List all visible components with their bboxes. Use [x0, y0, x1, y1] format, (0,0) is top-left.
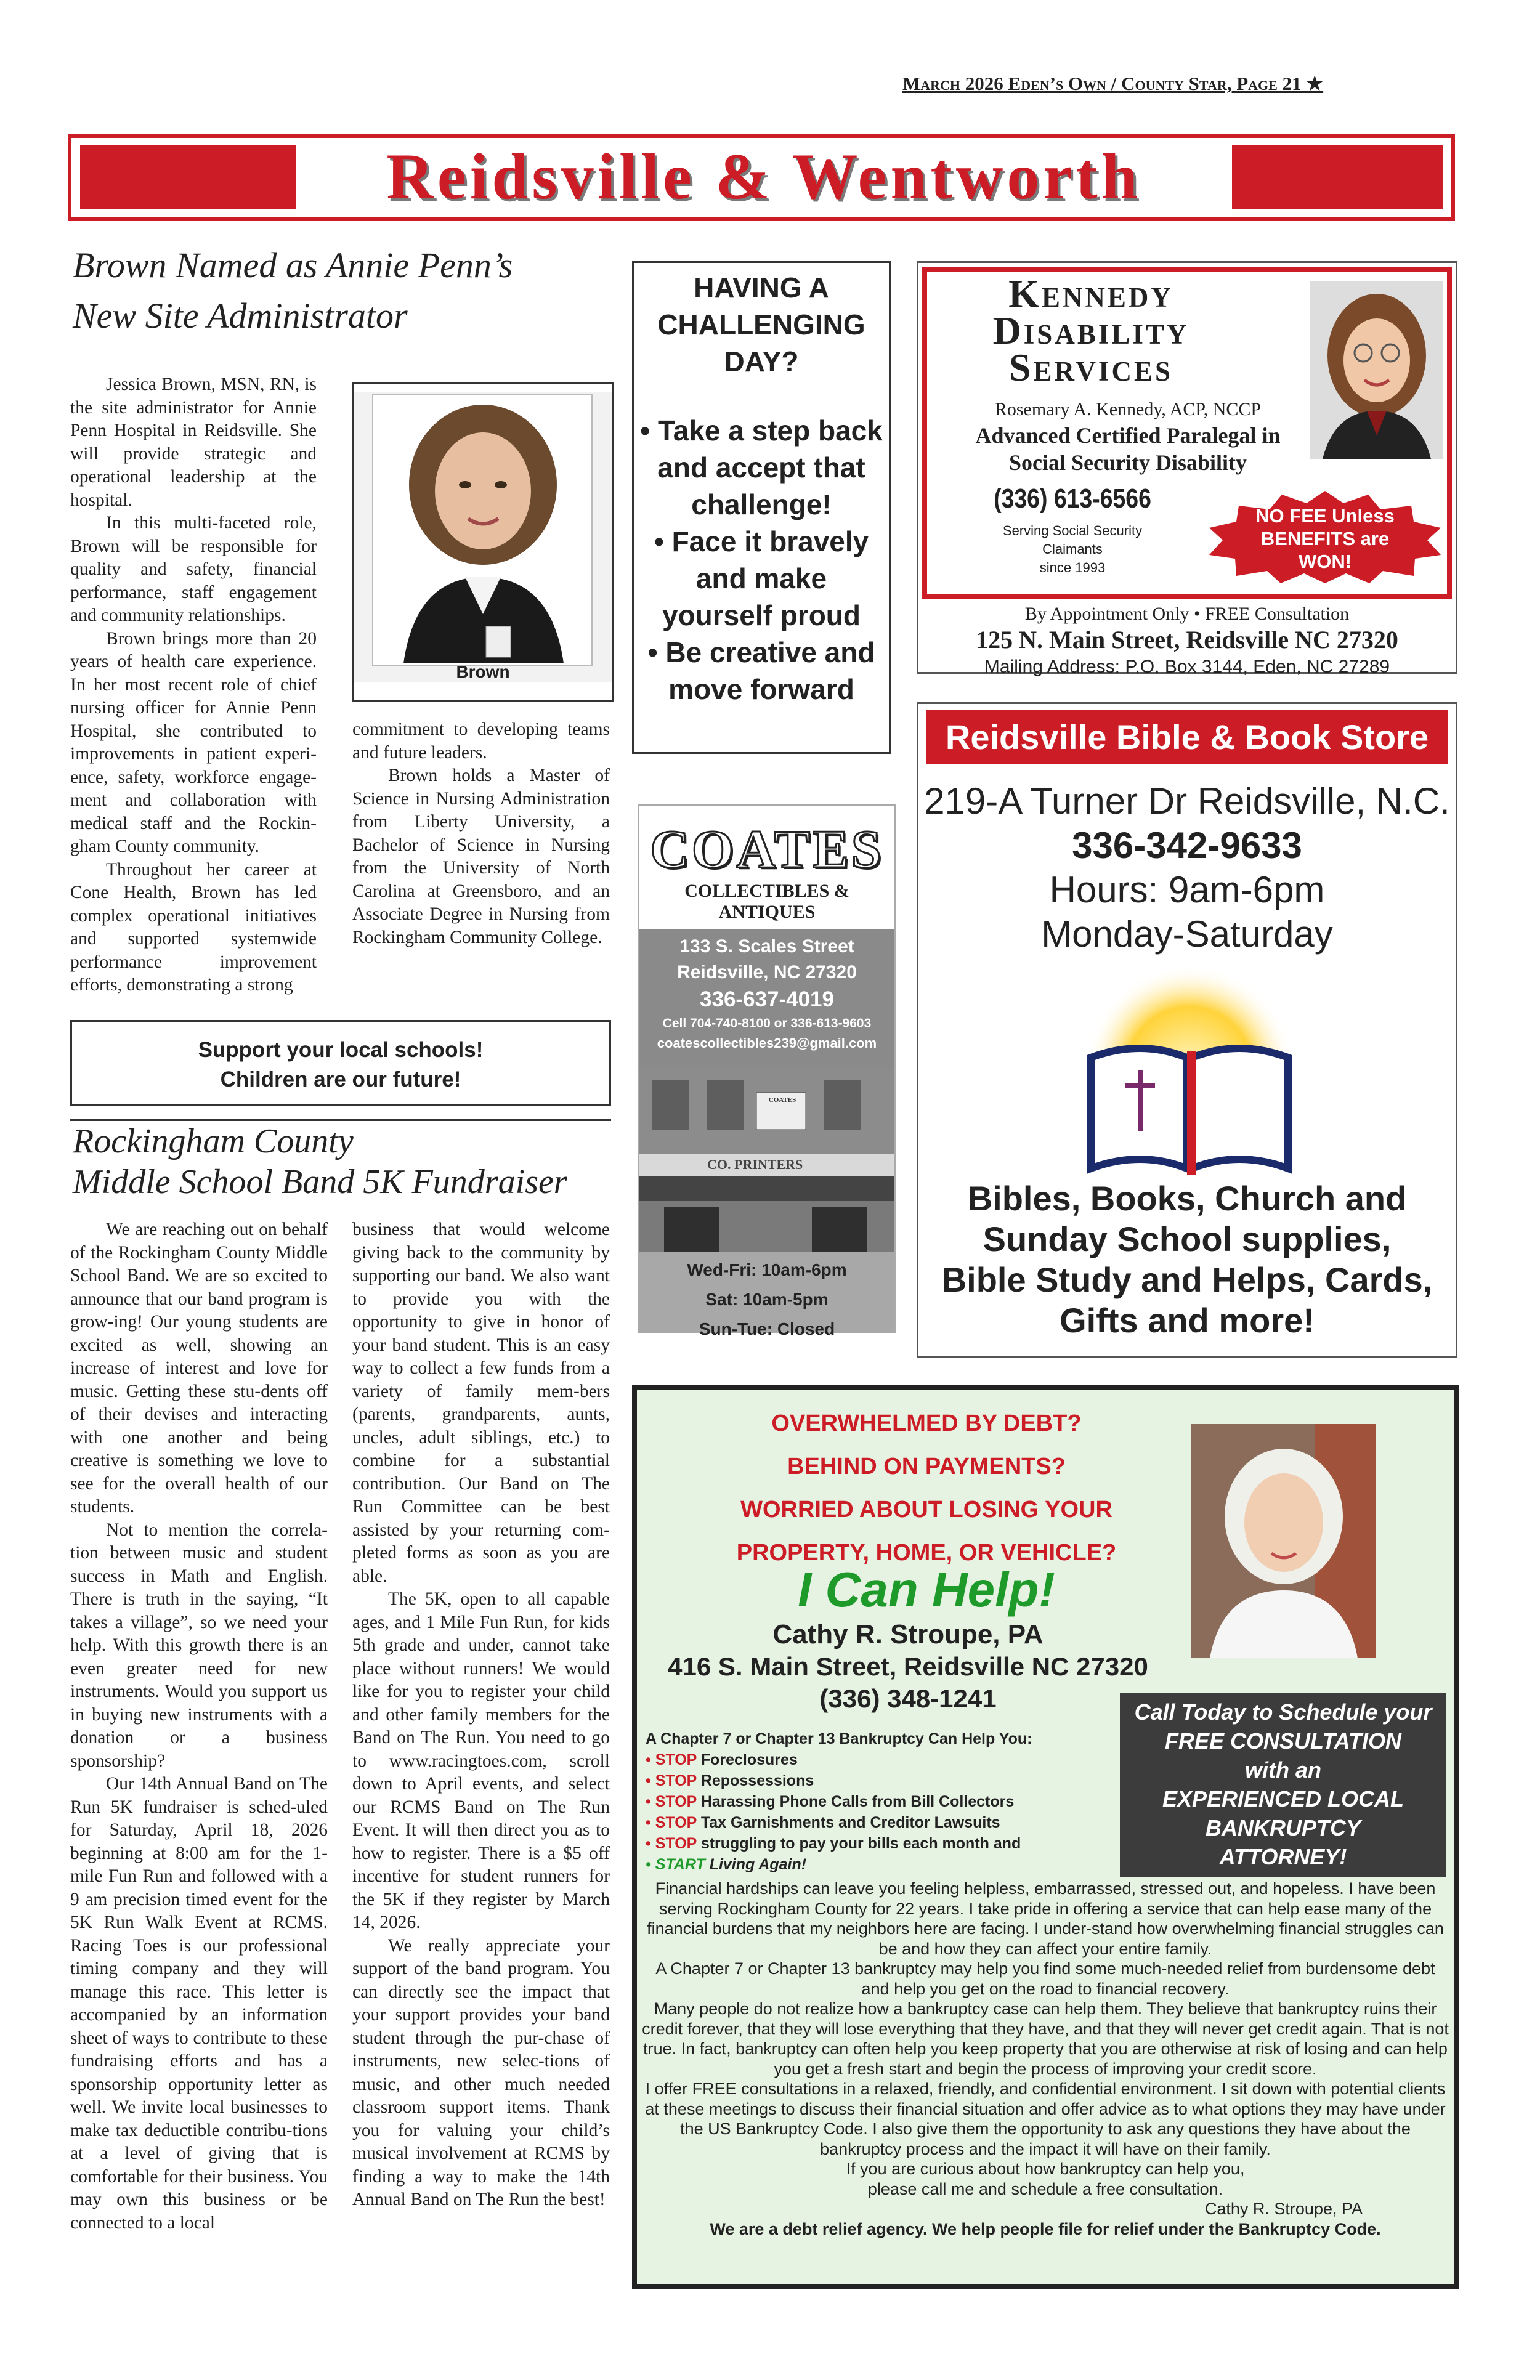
- cta-line: ATTORNEY!: [1219, 1844, 1347, 1869]
- free-consultation-callout: [1120, 1693, 1446, 1877]
- stroupe-name: Cathy R. Stroupe, PA: [772, 1619, 1044, 1649]
- challenge-title-line1: HAVING A: [694, 272, 829, 304]
- challenge-title-line3: DAY?: [724, 346, 799, 378]
- article1-headline-line2: New Site Administrator: [73, 296, 408, 336]
- brown-photo-caption: Brown: [456, 662, 510, 681]
- cta-line: Call Today to Schedule your: [1134, 1699, 1432, 1725]
- coates-storefront-photo: [639, 1068, 894, 1252]
- coates-hours-line: Sun-Tue: Closed: [699, 1319, 835, 1338]
- article2-paragraph: Not to mention the correla-tion between music and student success in Math and English. There is truth in the saying, “It takes a village”, so we need your help. With this growth there is an even greater need for new instruments. Would you support us in buying new instruments with a donation or a business sponsorship?: [70, 1520, 328, 1771]
- storefront-awning-text: CO. PRINTERS: [707, 1157, 803, 1172]
- brown-portrait: [354, 392, 612, 682]
- kennedy-logo-line2: Disability: [992, 309, 1189, 352]
- article2-column-left: [70, 1218, 328, 2235]
- no-fee-badge-text: [1220, 504, 1430, 573]
- bankruptcy-help-list: [646, 1728, 1120, 1875]
- challenge-item-text: Take a step back and accept that challenge!: [657, 415, 883, 520]
- kennedy-serving-line1: Serving Social Security: [1002, 523, 1143, 538]
- no-fee-line1: NO FEE Unless: [1255, 505, 1395, 527]
- kennedy-serving-line3: since 1993: [1039, 560, 1106, 575]
- cta-line: BANKRUPTCY: [1206, 1815, 1361, 1840]
- stroupe-phone: (336) 348-1241: [819, 1684, 997, 1713]
- stop-item: • STOP struggling to pay your bills each month and: [646, 1835, 1021, 1852]
- coates-phone: 336-637-4019: [700, 987, 834, 1011]
- stroupe-body-paragraph: Financial hardships can leave you feeling helpless, embarrassed, stressed out, and hopeless. I have been serving Rockingham County for 22 years. I take pride in offering a service that can help ease many of the financial burdens that my neighbors here are facing. I under-stand how overwhelming financial struggles can be and how they can affect your entire family.: [647, 1879, 1444, 1958]
- article1-headline-line1: Brown Named as Annie Penn’s: [73, 245, 513, 285]
- no-fee-line3: WON!: [1298, 551, 1352, 572]
- kennedy-title-line1: Advanced Certified Paralegal in: [975, 423, 1281, 448]
- stroupe-body-text: [642, 1879, 1449, 2239]
- cta-line: EXPERIENCED LOCAL: [1162, 1786, 1404, 1811]
- support-schools-box: [70, 1020, 611, 1106]
- support-schools-line1: Support your local schools!: [198, 1038, 484, 1062]
- stroupe-bankruptcy-ad: [632, 1385, 1459, 2289]
- no-fee-line2: BENEFITS are: [1260, 528, 1390, 549]
- coates-contact-panel: [639, 929, 894, 1068]
- stop-item-text: Harassing Phone Calls from Bill Collectors: [700, 1793, 1015, 1810]
- article1-paragraph: Jessica Brown, MSN, RN, is the site administrator for Annie Penn Hospital in Reidsville. She will provide strategic and operational leadership at the hospital.: [70, 374, 317, 510]
- open-bible-icon: [1066, 965, 1313, 1187]
- storefront-sign: COATES: [768, 1096, 796, 1104]
- i-can-help-slogan: I Can Help!: [798, 1562, 1055, 1617]
- stop-item: • STOP Foreclosures: [646, 1751, 798, 1768]
- bible-store-contact: [918, 779, 1456, 957]
- coates-logo: [639, 806, 894, 929]
- stop-item-text: struggling to pay your bills each month and: [700, 1835, 1021, 1852]
- bible-store-address: 219-A Turner Dr Reidsville, N.C.: [924, 780, 1450, 822]
- kennedy-serving: [955, 522, 1189, 577]
- kennedy-appointment: By Appointment Only • FREE Consultation: [1024, 604, 1350, 624]
- kennedy-footer: [918, 603, 1456, 679]
- stop-label: STOP: [655, 1835, 697, 1852]
- stroupe-body-paragraph: I offer FREE consultations in a relaxed, friendly, and confidential environment. I sit down with potential clients at these meetings to discuss their financial situation and offer advice as to what options they may have under the US Bankruptcy Code. I also give them the opportunity to ask any questions they have about the bankruptcy process and the impact it will have on their family.: [645, 2079, 1446, 2158]
- article2-headline: [73, 1119, 627, 1202]
- bible-store-phone: 336-342-9633: [1072, 825, 1302, 866]
- stop-item: • STOP Harassing Phone Calls from Bill Collectors: [646, 1793, 1015, 1810]
- article1-headline: [73, 240, 627, 341]
- debt-questions: [637, 1402, 1216, 1574]
- brown-photo-frame: [352, 382, 614, 702]
- stop-item-text: Tax Garnishments and Creditor Lawsuits: [700, 1814, 1000, 1831]
- coates-hours-line: Wed-Fri: 10am-6pm: [687, 1260, 847, 1279]
- coates-address-line2: Reidsville, NC 27320: [677, 962, 857, 982]
- kennedy-mailing: Mailing Address: P.O. Box 3144, Eden, NC 27289: [984, 657, 1390, 677]
- bible-store-name: Reidsville Bible & Book Store: [926, 710, 1448, 764]
- coates-address-line1: 133 S. Scales Street: [679, 936, 854, 957]
- stroupe-body-paragraph: please call me and schedule a free consultation.: [867, 2179, 1223, 2198]
- article2-paragraph: business that would welcome giving back to the community by supporting our band. We also want to provide you with the opportunity to give in honor of your band student. This is an easy way to collect a few funds from a variety of family mem-bers (parents, grandparents, aunts, uncles, adult siblings, etc.) to combine for a substantial contribution. Our Band on The Run Committee can be best assisted by your returning com-pleted forms as soon as you are able.: [352, 1220, 610, 1586]
- challenge-item-text: Face it bravely and make yourself proud: [662, 525, 869, 631]
- article1-column-left: [70, 373, 317, 997]
- stroupe-body-paragraph: If you are curious about how bankruptcy can help you,: [846, 2159, 1245, 2178]
- debt-question-2: BEHIND ON PAYMENTS?: [787, 1454, 1066, 1479]
- section-title: Reidsville & Wentworth: [386, 140, 1141, 212]
- cta-line: FREE CONSULTATION: [1165, 1728, 1401, 1754]
- article2-paragraph: We really appreciate your support of the band program. You can directly see the impact that your support provides your band student through the pur-chase of instruments, new selec-tions of music, and other much needed classroom support items. Thank you for valuing your child’s musical involvement at RCMS by finding a way to make the 14th Annual Band on The Run the best!: [352, 1935, 610, 2209]
- kennedy-logo-line3: Services: [1008, 346, 1173, 389]
- challenge-item: • Face it bravely and make yourself proud: [654, 525, 869, 631]
- kennedy-street: 125 N. Main Street, Reidsville NC 27320: [976, 626, 1398, 654]
- kennedy-title-line2: Social Security Disability: [1009, 450, 1247, 475]
- bible-store-ad: [917, 702, 1457, 1358]
- start-item: • START Living Again!: [646, 1856, 807, 1873]
- article2-column-right: [352, 1218, 610, 2212]
- bible-store-days: Monday-Saturday: [1041, 913, 1333, 955]
- challenge-item: • Be creative and move forward: [647, 636, 875, 705]
- coates-hours-line: Sat: 10am-5pm: [705, 1290, 829, 1309]
- article1-paragraph: Brown brings more than 20 years of health care experience. In her most recent role of chief nursing officer for Annie Penn Hospital, she contributed to improvements in patient experi-ence, safety, workforce engage-ment and collaboration with medical staff and the Rockin-gham County community.: [70, 628, 317, 856]
- bible-store-hours: Hours: 9am-6pm: [1049, 869, 1325, 910]
- start-item-text: Living Again!: [709, 1856, 807, 1873]
- bible-tagline-line2: Sunday School supplies,: [983, 1220, 1392, 1258]
- article2-paragraph: Our 14th Annual Band on The Run 5K fundraiser is sched-uled for Saturday, April 18, 2026 beginning at 8:00 am for the 1-mile Fun Run and followed with a 9 am precision timed event for the 5K Run Walk Event at RCMS. Racing Toes is our professional timing company and they will manage this race. This letter is accompanied by an information sheet of ways to contribute to these fundraising efforts and has a sponsorship opportunity letter as well. We invite local businesses to make tax deductible contribu-tions at a level of giving that is comfortable for their business. You may own this business or be connected to a local: [70, 1774, 328, 2233]
- kennedy-ad: [917, 261, 1457, 677]
- kennedy-details: [931, 397, 1325, 476]
- article1-paragraph: Brown holds a Master of Science in Nursing Administration from Liberty University, a Bachelor of Science in Nursing from the University of North Carolina at Greensboro, and an Associate Degree in Nursing from Rockingham Community College.: [352, 766, 610, 947]
- debt-question-3: WORRIED ABOUT LOSING YOUR: [740, 1497, 1112, 1523]
- article1-paragraph: Throughout her career at Cone Health, Brown has led complex operational initiatives and supported systemwide performance improvement efforts, demonstrating a strong: [70, 859, 317, 995]
- bible-tagline-line1: Bibles, Books, Church and: [967, 1179, 1407, 1218]
- bible-store-tagline: [918, 1178, 1456, 1341]
- kennedy-logo-line1: Kennedy: [1008, 272, 1173, 315]
- coates-hours: [639, 1252, 894, 1338]
- article1-paragraph: commitment to developing teams and future leaders.: [352, 719, 610, 763]
- stroupe-contact: [637, 1619, 1179, 1715]
- coates-ad: [638, 804, 896, 1338]
- debt-relief-disclaimer: We are a debt relief agency. We help people file for relief under the Bankruptcy Code.: [710, 2219, 1381, 2238]
- coates-cell: Cell 704-740-8100 or 336-613-9603: [662, 1016, 872, 1030]
- stop-item-text: Repossessions: [700, 1772, 814, 1789]
- kennedy-phone: (336) 613-6566: [994, 484, 1151, 514]
- stop-label: STOP: [655, 1814, 697, 1831]
- bible-tagline-line3: Bible Study and Helps, Cards,: [941, 1260, 1433, 1299]
- stroupe-body-paragraph: A Chapter 7 or Chapter 13 bankruptcy may help you find some much-needed relief from burdensome debt and help you get on the road to financial recovery.: [655, 1959, 1435, 1998]
- challenge-item-text: Be creative and move forward: [665, 636, 875, 705]
- stop-label: STOP: [655, 1751, 697, 1768]
- challenge-box: [632, 261, 891, 754]
- stop-item: • STOP Tax Garnishments and Creditor Lawsuits: [646, 1814, 1000, 1831]
- kennedy-portrait: [1310, 281, 1443, 459]
- coates-email: coatescollectibles239@gmail.com: [657, 1035, 877, 1051]
- stroupe-signature: Cathy R. Stroupe, PA: [1204, 2200, 1363, 2218]
- stop-item: • STOP Repossessions: [646, 1772, 814, 1789]
- stop-item-text: Foreclosures: [700, 1751, 798, 1768]
- article2-headline-line2: Middle School Band 5K Fundraiser: [73, 1163, 567, 1201]
- start-label: START: [655, 1856, 705, 1873]
- kennedy-person: Rosemary A. Kennedy, ACP, NCCP: [994, 399, 1262, 419]
- stroupe-body-paragraph: Many people do not realize how a bankruptcy case can help them. They believe that bankruptcy ruins their credit forever, that they will lose everything that they have, and that they will never get credit again. That is not true. In fact, bankruptcy can often help you keep property that you are otherwise at risk of losing and can help you get a fresh start and begin the process of improving your credit score.: [642, 1999, 1449, 2078]
- stop-label: STOP: [655, 1793, 697, 1810]
- cta-line: with an: [1245, 1757, 1321, 1783]
- stroupe-portrait: [1191, 1424, 1376, 1658]
- article1-paragraph: In this multi-faceted role, Brown will be responsible for quality and safety, financial performance, staff engagement and community relationships.: [70, 513, 317, 625]
- stop-label: STOP: [655, 1772, 697, 1789]
- bankruptcy-list-intro: A Chapter 7 or Chapter 13 Bankruptcy Can Help You:: [646, 1730, 1032, 1747]
- challenge-title-line2: CHALLENGING: [657, 309, 865, 341]
- coates-logo-main: COATES: [650, 820, 884, 880]
- challenge-item: • Take a step back and accept that challenge!: [640, 415, 883, 520]
- article1-column-right: [352, 718, 610, 949]
- coates-logo-sub: COLLECTIBLES & ANTIQUES: [684, 881, 849, 922]
- kennedy-logo: [931, 272, 1251, 389]
- stroupe-address: 416 S. Main Street, Reidsville NC 27320: [668, 1652, 1148, 1681]
- debt-question-1: OVERWHELMED BY DEBT?: [771, 1411, 1082, 1436]
- page-folio: March 2026 Eden’s Own / County Star, Page 21 ★: [902, 73, 1324, 94]
- bible-tagline-line4: Gifts and more!: [1060, 1301, 1315, 1340]
- debt-question-4: PROPERTY, HOME, OR VEHICLE?: [736, 1540, 1117, 1566]
- support-schools-line2: Children are our future!: [220, 1067, 461, 1091]
- article2-paragraph: The 5K, open to all capable ages, and 1 Mile Fun Run, for kids 5th grade and under, cannot take place without runners! We would like for you to register your child and other family members for the Band on The Run. You need to go to www.racingtoes.com, scroll down to April events, and select our RCMS Band on The Run Event. It will then direct you as to how to register. There is a $5 off incentive for student runners for the 5K if they register by March 14, 2026.: [352, 1589, 610, 1932]
- kennedy-serving-line2: Claimants: [1042, 541, 1103, 557]
- article2-headline-line1: Rockingham County: [73, 1122, 354, 1160]
- article2-paragraph: We are reaching out on behalf of the Rockingham County Middle School Band. We are so excited to announce that our band program is grow-ing! Our young students are excited as well, showing an increase of interest and love for music. Getting these stu-dents off of their devises and interacting with one another and being creative is something we love to see for the overall health of our students.: [70, 1220, 328, 1516]
